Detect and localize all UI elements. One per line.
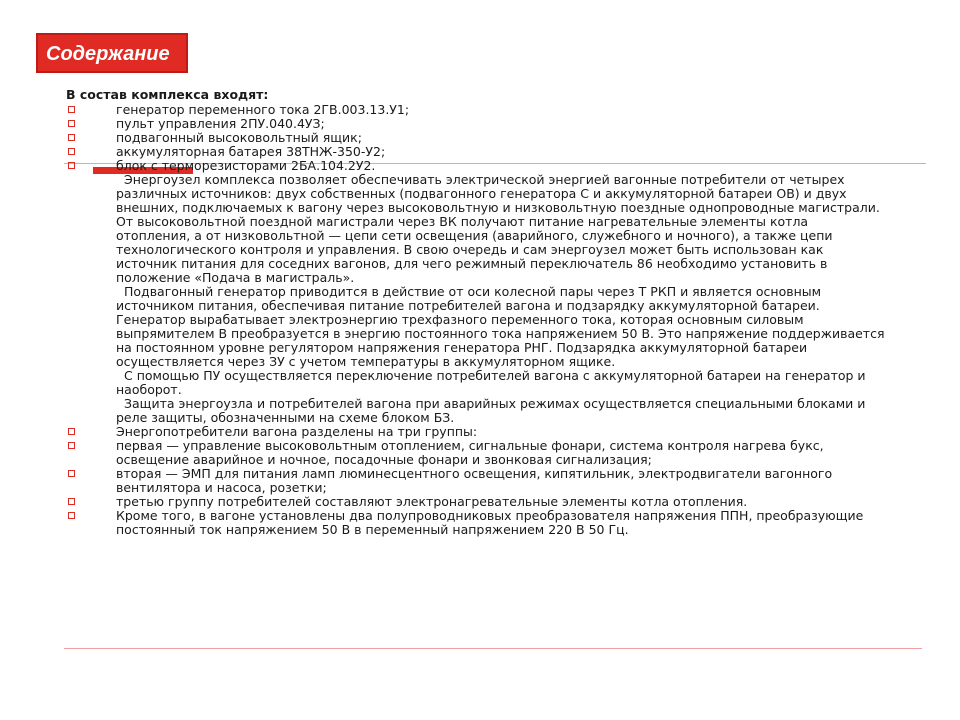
bullet-square-icon bbox=[68, 106, 75, 113]
list-item: генератор переменного тока 2ГВ.003.13.У1; bbox=[66, 103, 886, 117]
slide-content bbox=[66, 88, 886, 537]
list-item: пульт управления 2ПУ.040.4УЗ; bbox=[66, 117, 886, 131]
paragraph: Подвагонный генератор приводится в действие от оси колесной пары через Т РКП и является основным источником питания, обеспечивая питание потребителей вагона и подзарядку аккумуляторной батареи. Генератор вырабатывает электроэнергию трехфазного переменного тока, которая основным силовым выпрямителем В преобразуется в энергию постоянного тока напряжением 50 В. Это напряжение поддерживается на постоянном уровне регулятором напряжения генератора РНГ. Подзарядка аккумуляторной батареи осуществляется через ЗУ с учетом температуры в аккумуляторном ящике. bbox=[116, 284, 885, 369]
bullet-square-icon bbox=[68, 512, 75, 519]
list-item: Энергопотребители вагона разделены на три группы: bbox=[66, 425, 886, 439]
components-heading: В состав комплекса входят: bbox=[66, 87, 269, 102]
list-item: вторая — ЭМП для питания ламп люминесцентного освещения, кипятильник, электродвигатели вагонного вентилятора и насоса, розетки; bbox=[66, 467, 886, 495]
paragraph: Защита энергоузла и потребителей вагона при аварийных режимах осуществляется специальными блоками и реле защиты, обозначенными на схеме блоком БЗ. bbox=[116, 396, 866, 425]
list-item: первая — управление высоковольтным отоплением, сигнальные фонари, система контроля нагрева букс, освещение аварийное и ночное, посадочные фонари и звонковая сигнализация; bbox=[66, 439, 886, 467]
list-item: третью группу потребителей составляют электронагревательные элементы котла отопления. bbox=[66, 495, 886, 509]
bullet-square-icon bbox=[68, 120, 75, 127]
bullet-square-icon bbox=[68, 498, 75, 505]
paragraph: Энергоузел комплекса позволяет обеспечивать электрической энергией вагонные потребители от четырех различных источников: двух собственных (подвагонного генератора С и аккумуляторной батареи ОВ) и двух внешних, подключаемых к вагону через высоковольтную и низковольтную поездные однопроводные магистрали. От высоковольтной поездной магистрали через ВК получают питание нагревательные элементы котла отопления, а от низковольтной — цепи сети освещения (аварийного, служебного и ночного), а также цепи технологического контроля и управления. В свою очередь и сам энергоузел может быть использован как источник питания для соседних вагонов, для чего режимный переключатель 86 необходимо установить в положение «Подача в магистраль». bbox=[116, 172, 880, 285]
bullet-square-icon bbox=[68, 162, 75, 169]
paragraph: С помощью ПУ осуществляется переключение потребителей вагона с аккумуляторной батареи на генератор и наоборот. bbox=[116, 368, 866, 397]
slide-title: Содержание bbox=[46, 43, 170, 65]
list-item: Кроме того, в вагоне установлены два полупроводниковых преобразователя напряжения ППН, преобразующие постоянный ток напряжением 50 В в переменный напряжением 220 В 50 Гц. bbox=[66, 509, 886, 537]
bullet-square-icon bbox=[68, 470, 75, 477]
bullet-square-icon bbox=[68, 148, 75, 155]
bullet-square-icon bbox=[68, 428, 75, 435]
paragraphs bbox=[66, 173, 886, 425]
bottom-divider bbox=[64, 648, 922, 649]
bullet-square-icon bbox=[68, 134, 75, 141]
bullet-square-icon bbox=[68, 442, 75, 449]
list-item: аккумуляторная батарея 38ТНЖ-350-У2; bbox=[66, 145, 886, 159]
title-box bbox=[36, 33, 188, 73]
list-item: блок с терморезисторами 2БА.104.2У2. bbox=[66, 159, 886, 173]
list-item: подвагонный высоковольтный ящик; bbox=[66, 131, 886, 145]
